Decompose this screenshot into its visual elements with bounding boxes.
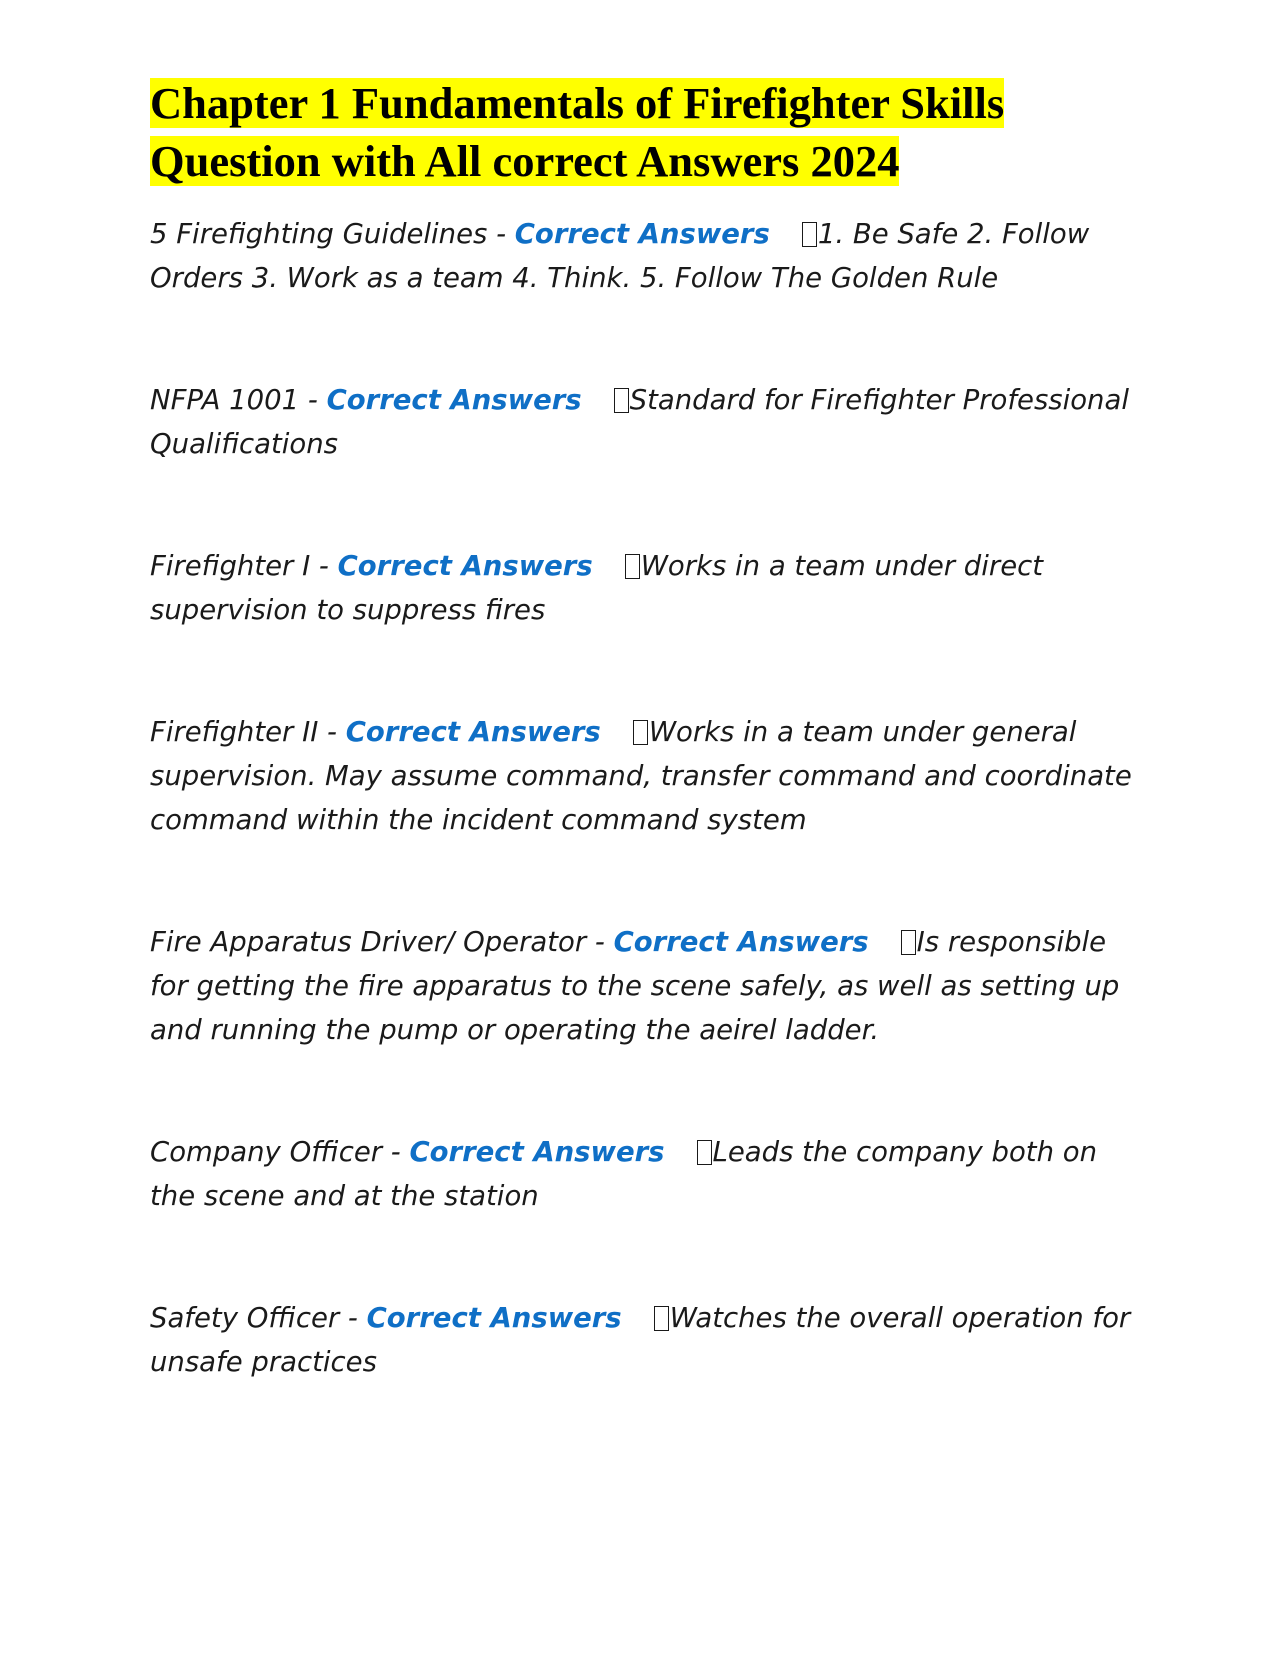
entry-term: NFPA 1001 - [150, 384, 327, 416]
entry-answer: Standard for Firefighter Professional Qualifications [150, 384, 1129, 460]
document-title [150, 74, 1140, 190]
entry-term: Firefighter I - [150, 550, 338, 582]
correct-answers-label: Correct Answers [337, 550, 593, 582]
entry-term: Safety Officer - [150, 1302, 367, 1334]
qa-entry-guidelines [150, 212, 1140, 300]
correct-answers-label: Correct Answers [409, 1136, 665, 1168]
entry-term: Firefighter II - [150, 716, 346, 748]
qa-entry-nfpa-1001 [150, 378, 1140, 466]
entry-term: Fire Apparatus Driver/ Operator - [150, 926, 614, 958]
qa-entry-company-officer [150, 1130, 1140, 1218]
title-line-1: Chapter 1 Fundamentals of Firefighter Skills [150, 78, 1005, 128]
entry-answer: Works in a team under general supervision. May assume command, transfer command and coordinate command within the incident command system [150, 716, 1132, 836]
entry-term: 5 Firefighting Guidelines - [150, 218, 515, 250]
correct-answers-label: Correct Answers [366, 1302, 622, 1334]
correct-answers-label: Correct Answers [326, 384, 582, 416]
entry-term: Company Officer - [150, 1136, 410, 1168]
entry-answer: Watches the overall operation for unsafe practices [150, 1302, 1131, 1378]
entry-answer: Works in a team under direct supervision to suppress fires [150, 550, 1044, 626]
entry-answer: Is responsible for getting the fire apparatus to the scene safely, as well as setting up and running the pump or operating the aeirel ladder. [150, 926, 1120, 1046]
missing-glyph-icon [802, 222, 817, 247]
document-page [150, 74, 1140, 1462]
qa-entry-firefighter-ii [150, 710, 1140, 842]
missing-glyph-icon [633, 720, 648, 745]
missing-glyph-icon [614, 388, 629, 413]
correct-answers-label: Correct Answers [514, 218, 770, 250]
missing-glyph-icon [901, 930, 916, 955]
missing-glyph-icon [654, 1306, 669, 1331]
entry-answer: 1. Be Safe 2. Follow Orders 3. Work as a team 4. Think. 5. Follow The Golden Rule [150, 218, 1090, 294]
entry-answer: Leads the company both on the scene and at the station [150, 1136, 1098, 1212]
qa-entry-firefighter-i [150, 544, 1140, 632]
qa-entry-safety-officer [150, 1296, 1140, 1384]
correct-answers-label: Correct Answers [345, 716, 601, 748]
title-line-2: Question with All correct Answers 2024 [150, 136, 900, 186]
qa-entry-driver-operator [150, 920, 1140, 1052]
correct-answers-label: Correct Answers [613, 926, 869, 958]
missing-glyph-icon [697, 1140, 712, 1165]
missing-glyph-icon [625, 554, 640, 579]
